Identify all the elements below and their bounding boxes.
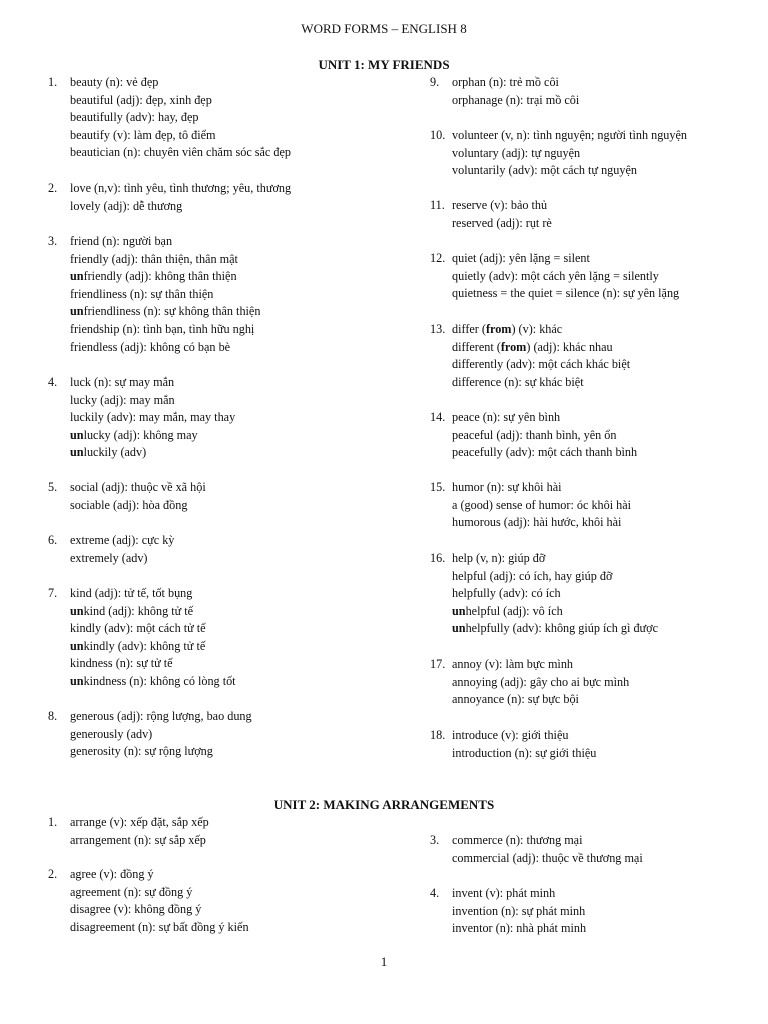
word-form-line: beautifully (adv): hay, đẹp [70,110,199,125]
word-form-line: helpful (adj): có ích, hay giúp đỡ [452,568,613,583]
word-form-line: unlucky (adj): không may [70,427,198,442]
word-form-line: unhelpful (adj): vô ích [452,603,563,618]
word-form-line: commerce (n): thương mại [452,833,583,847]
bold-affix: un [70,445,84,460]
entry-number: 1. [48,75,58,89]
word-form-line: arrange (v): xếp đặt, sắp xếp [70,815,209,829]
word-form-line: reserved (adj): rụt rè [452,215,552,230]
word-form-line: help (v, n): giúp đỡ [452,551,546,565]
word-form-line: sociable (adj): hòa đồng [70,497,188,512]
word-form-line: friendship (n): tình bạn, tình hữu nghị [70,321,255,336]
word-form-line: kind (adj): tử tế, tốt bụng [70,586,193,600]
entry-number: 2. [48,181,58,195]
word-form-line: social (adj): thuộc về xã hội [70,480,206,494]
entry-number: 13. [430,322,446,336]
word-form-line: different (from) (adj): khác nhau [452,339,613,354]
entry-number: 3. [430,833,440,847]
word-form-line: annoyance (n): sự bực bội [452,692,579,707]
word-form-line: beautician (n): chuyên viên chăm sóc sắc đẹp [70,145,291,160]
bold-affix: un [452,603,466,618]
word-form-line: disagree (v): không đồng ý [70,902,202,917]
word-form-line: unkind (adj): không tử tế [70,603,194,618]
word-form-line: agreement (n): sự đồng ý [70,884,193,899]
unit-1-title: UNIT 1: MY FRIENDS [318,57,450,72]
word-form-line: unkindness (n): không có lòng tốt [70,673,236,688]
entry-number: 14. [430,410,446,424]
bold-affix: un [70,427,84,442]
entry-number: 12. [430,251,446,265]
entry-number: 17. [430,657,446,671]
word-form-line: friendliness (n): sự thân thiện [70,286,214,301]
word-form-line: a (good) sense of humor: óc khôi hài [452,497,632,512]
word-form-line: orphan (n): trẻ mồ côi [452,75,559,89]
word-form-line: kindness (n): sự tử tế [70,656,173,671]
word-form-line: beauty (n): vẻ đẹp [70,75,159,89]
entry-number: 4. [48,375,58,389]
entry-number: 10. [430,128,446,142]
bold-affix: un [70,638,84,653]
word-form-line: disagreement (n): sự bất đồng ý kiến [70,919,249,934]
word-form-line: humor (n): sự khôi hài [452,480,562,494]
word-form-line: quiet (adj): yên lặng = silent [452,251,590,265]
entry-number: 8. [48,709,58,723]
bold-affix: un [70,269,84,284]
word-form-line: generosity (n): sự rộng lượng [70,744,213,759]
bold-affix: un [70,603,84,618]
word-form-line: beautify (v): làm đẹp, tô điểm [70,127,216,142]
entry-number: 6. [48,533,58,547]
word-form-line: lovely (adj): dễ thương [70,198,183,213]
word-form-line: arrangement (n): sự sắp xếp [70,832,206,847]
word-form-line: peace (n): sự yên bình [452,410,561,424]
word-form-line: voluntarily (adv): một cách tự nguyện [452,163,637,178]
word-form-line: friendly (adj): thân thiện, thân mật [70,251,238,266]
document-title: WORD FORMS – ENGLISH 8 [301,21,467,36]
page-number: 1 [380,954,388,969]
word-form-line: orphanage (n): trại mồ côi [452,92,580,107]
entry-number: 18. [430,728,446,742]
word-form-line: generously (adv) [70,726,153,741]
word-form-line: quietly (adv): một cách yên lặng = silently [452,268,659,283]
word-form-line: commercial (adj): thuộc về thương mại [452,850,643,865]
word-form-line: reserve (v): bảo thủ [452,198,548,212]
entry-number: 4. [430,886,440,900]
word-form-line: voluntary (adj): tự nguyện [452,145,581,160]
bold-affix: from [485,322,512,336]
word-form-line: invent (v): phát minh [452,886,556,900]
word-form-line: unfriendliness (n): sự không thân thiện [70,304,261,319]
word-form-line: volunteer (v, n): tình nguyện; người tình nguyện [452,128,687,142]
bold-affix: from [500,339,527,354]
entry-number: 16. [430,551,446,565]
word-form-line: humorous (adj): hài hước, khôi hài [452,515,622,530]
word-form-line: differently (adv): một cách khác biệt [452,357,631,372]
word-form-line: kindly (adv): một cách tử tế [70,621,206,636]
word-form-line: quietness = the quiet = silence (n): sự yên lặng [452,286,680,301]
bold-affix: un [70,673,84,688]
entry-number: 7. [48,586,58,600]
entry-number: 2. [48,867,58,881]
word-form-line: differ (from) (v): khác [452,322,563,336]
word-form-line: luck (n): sự may mắn [70,375,175,389]
word-form-line: inventor (n): nhà phát minh [452,921,587,936]
word-form-line: annoy (v): làm bực mình [452,657,574,671]
entry-number: 3. [48,234,58,248]
entry-number: 11. [430,198,445,212]
word-form-line: luckily (adv): may mắn, may thay [70,410,236,425]
word-form-line: lucky (adj): may mắn [70,392,175,407]
word-form-line: friendless (adj): không có bạn bè [70,339,231,354]
unit-2-title: UNIT 2: MAKING ARRANGEMENTS [273,797,495,812]
entry-number: 1. [48,815,58,829]
bold-affix: un [70,304,84,319]
word-form-line: peacefully (adv): một cách thanh bình [452,445,638,460]
entry-number: 15. [430,480,446,494]
word-form-line: extremely (adv) [70,550,148,565]
word-form-line: introduce (v): giới thiệu [452,728,569,742]
word-form-line: unkindly (adv): không tử tế [70,638,206,653]
word-form-line: extreme (adj): cực kỳ [70,533,175,547]
bold-affix: un [452,621,466,636]
word-form-line: invention (n): sự phát minh [452,903,586,918]
word-form-line: generous (adj): rộng lượng, bao dung [70,709,252,723]
word-form-line: difference (n): sự khác biệt [452,374,584,389]
word-form-line: annoying (adj): gây cho ai bực mình [452,674,630,689]
word-form-line: unfriendly (adj): không thân thiện [70,269,237,284]
word-form-line: unluckily (adv) [70,445,147,460]
word-form-line: beautiful (adj): đẹp, xinh đẹp [70,92,212,107]
word-form-line: introduction (n): sự giới thiệu [452,745,597,760]
word-form-line: love (n,v): tình yêu, tình thương; yêu, thương [70,181,292,195]
word-form-line: peaceful (adj): thanh bình, yên ổn [452,427,617,442]
entry-number: 5. [48,480,58,494]
entry-number: 9. [430,75,440,89]
word-form-line: helpfully (adv): có ích [452,586,561,601]
word-form-line: agree (v): đồng ý [70,867,154,881]
word-form-line: unhelpfully (adv): không giúp ích gì được [452,621,659,636]
word-form-line: friend (n): người bạn [70,234,173,248]
